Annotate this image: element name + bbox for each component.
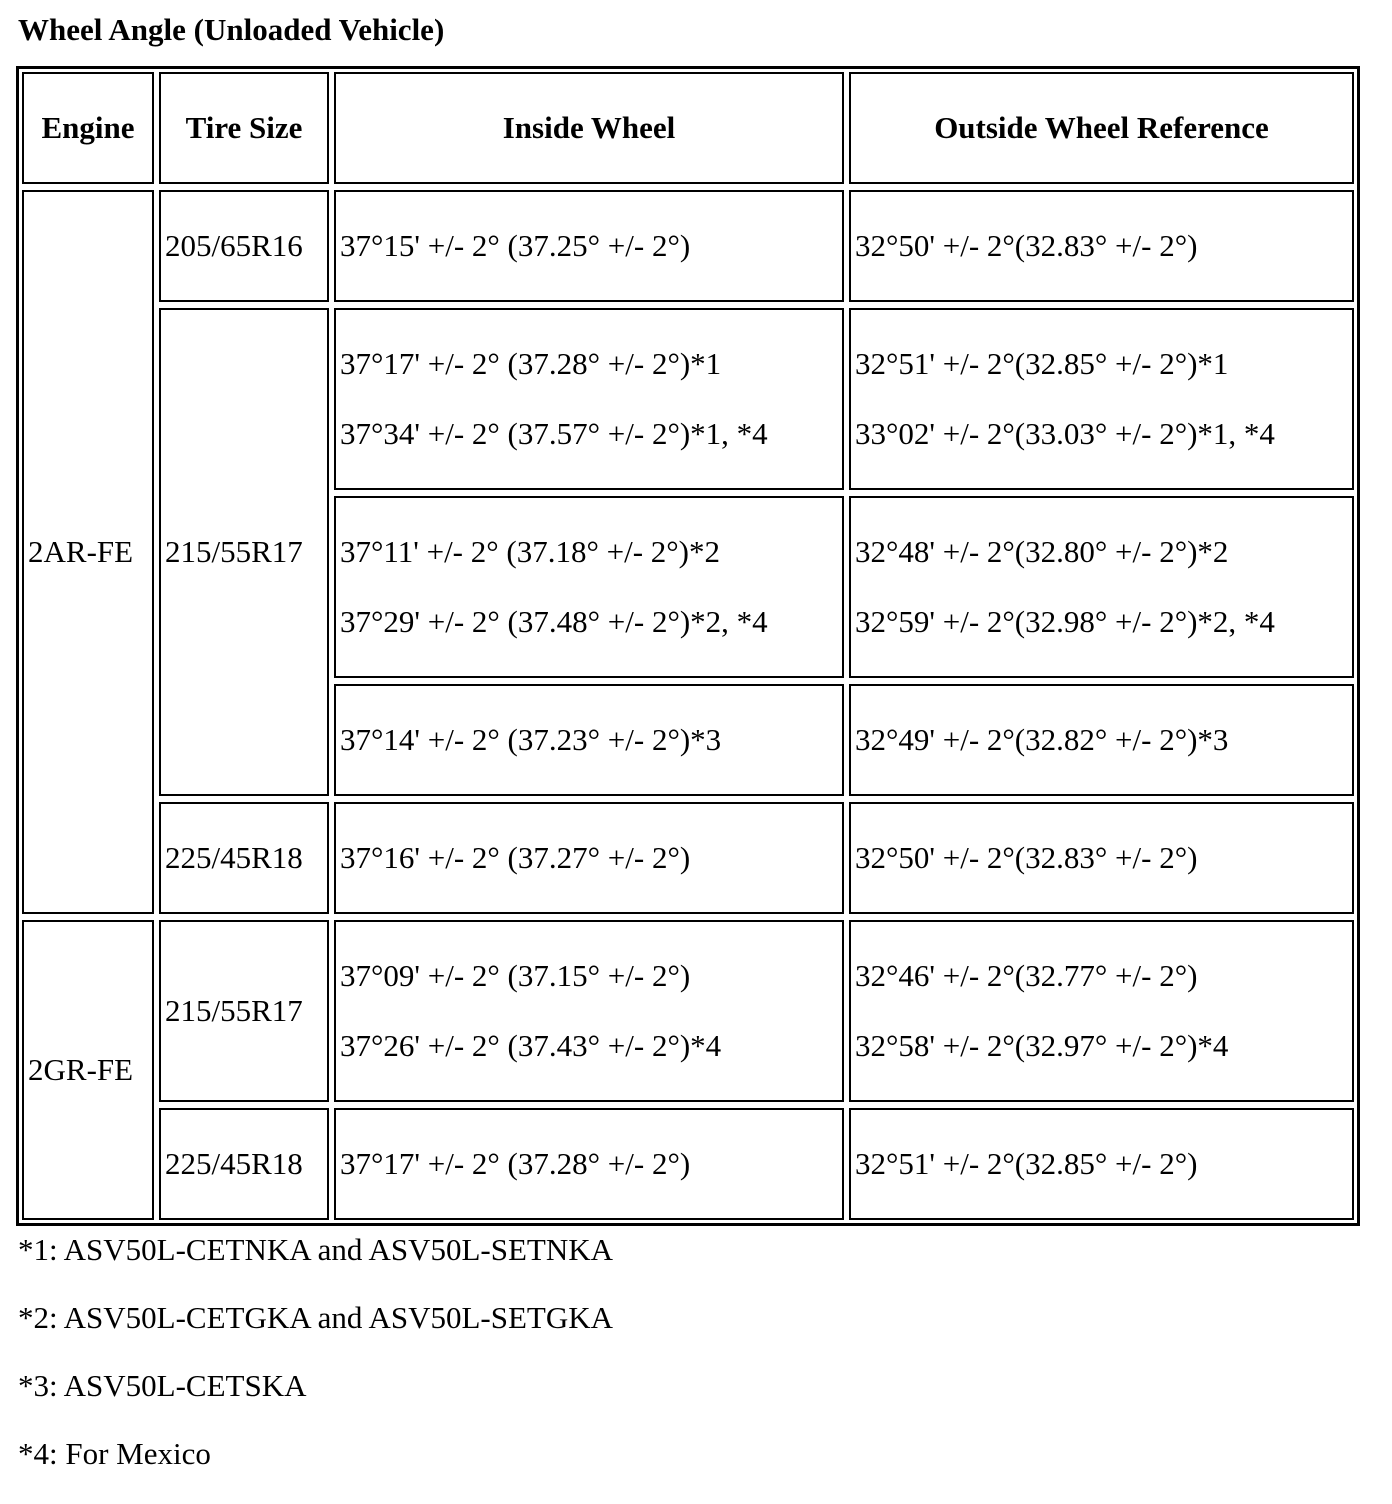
footnote: *2: ASV50L-CETGKA and ASV50L-SETGKA xyxy=(18,1300,614,1335)
inside-value: 37°15' +/- 2° (37.25° +/- 2°) xyxy=(340,228,691,263)
footnotes xyxy=(18,1232,613,1504)
engine-cell: 2AR-FE xyxy=(22,190,154,914)
inside-value: 37°17' +/- 2° (37.28° +/- 2°)*1 xyxy=(340,346,722,381)
table-row xyxy=(22,802,1354,914)
inside-wheel-cell xyxy=(334,190,844,302)
outside-value: 32°51' +/- 2°(32.85° +/- 2°) xyxy=(855,1146,1198,1181)
table-row xyxy=(22,190,1354,302)
inside-wheel-cell xyxy=(334,802,844,914)
header-outside-wheel: Outside Wheel Reference xyxy=(849,72,1354,184)
inside-wheel-cell xyxy=(334,308,844,490)
tire-size-cell: 225/45R18 xyxy=(159,1108,329,1220)
outside-wheel-cell xyxy=(849,684,1354,796)
footnote: *1: ASV50L-CETNKA and ASV50L-SETNKA xyxy=(18,1232,614,1267)
table-row xyxy=(22,920,1354,1102)
tire-size-cell: 215/55R17 xyxy=(159,308,329,796)
inside-value: 37°29' +/- 2° (37.48° +/- 2°)*2, *4 xyxy=(340,604,768,639)
inside-value: 37°11' +/- 2° (37.18° +/- 2°)*2 xyxy=(340,534,721,569)
outside-value: 32°49' +/- 2°(32.82° +/- 2°)*3 xyxy=(855,722,1229,757)
outside-value: 32°48' +/- 2°(32.80° +/- 2°)*2 xyxy=(855,534,1229,569)
inside-value: 37°14' +/- 2° (37.23° +/- 2°)*3 xyxy=(340,722,722,757)
outside-value: 32°50' +/- 2°(32.83° +/- 2°) xyxy=(855,228,1198,263)
outside-wheel-cell xyxy=(849,496,1354,678)
wheel-angle-table xyxy=(17,66,1359,1226)
footnote: *3: ASV50L-CETSKA xyxy=(18,1368,307,1403)
header-tire-size: Tire Size xyxy=(159,72,329,184)
inside-wheel-cell xyxy=(334,496,844,678)
footnote: *4: For Mexico xyxy=(18,1436,211,1471)
outside-wheel-cell xyxy=(849,802,1354,914)
inside-value: 37°17' +/- 2° (37.28° +/- 2°) xyxy=(340,1146,691,1181)
inside-wheel-cell xyxy=(334,684,844,796)
outside-value: 32°46' +/- 2°(32.77° +/- 2°) xyxy=(855,958,1198,993)
outside-value: 32°58' +/- 2°(32.97° +/- 2°)*4 xyxy=(855,1028,1229,1063)
tire-size-cell: 225/45R18 xyxy=(159,802,329,914)
header-inside-wheel: Inside Wheel xyxy=(334,72,844,184)
outside-wheel-cell xyxy=(849,308,1354,490)
header-row xyxy=(22,72,1354,184)
inside-value: 37°34' +/- 2° (37.57° +/- 2°)*1, *4 xyxy=(340,416,768,451)
inside-wheel-cell xyxy=(334,1108,844,1220)
page-title: Wheel Angle (Unloaded Vehicle) xyxy=(18,12,445,47)
header-engine: Engine xyxy=(22,72,154,184)
inside-value: 37°16' +/- 2° (37.27° +/- 2°) xyxy=(340,840,691,875)
outside-wheel-cell xyxy=(849,1108,1354,1220)
table-row xyxy=(22,308,1354,490)
outside-wheel-cell xyxy=(849,190,1354,302)
outside-value: 32°50' +/- 2°(32.83° +/- 2°) xyxy=(855,840,1198,875)
outside-value: 32°51' +/- 2°(32.85° +/- 2°)*1 xyxy=(855,346,1229,381)
tire-size-cell: 205/65R16 xyxy=(159,190,329,302)
inside-value: 37°09' +/- 2° (37.15° +/- 2°) xyxy=(340,958,691,993)
inside-value: 37°26' +/- 2° (37.43° +/- 2°)*4 xyxy=(340,1028,722,1063)
tire-size-cell: 215/55R17 xyxy=(159,920,329,1102)
outside-wheel-cell xyxy=(849,920,1354,1102)
wheel-angle-table-frame xyxy=(16,66,1360,1226)
inside-wheel-cell xyxy=(334,920,844,1102)
table-row xyxy=(22,1108,1354,1220)
outside-value: 33°02' +/- 2°(33.03° +/- 2°)*1, *4 xyxy=(855,416,1275,451)
outside-value: 32°59' +/- 2°(32.98° +/- 2°)*2, *4 xyxy=(855,604,1275,639)
engine-cell: 2GR-FE xyxy=(22,920,154,1220)
